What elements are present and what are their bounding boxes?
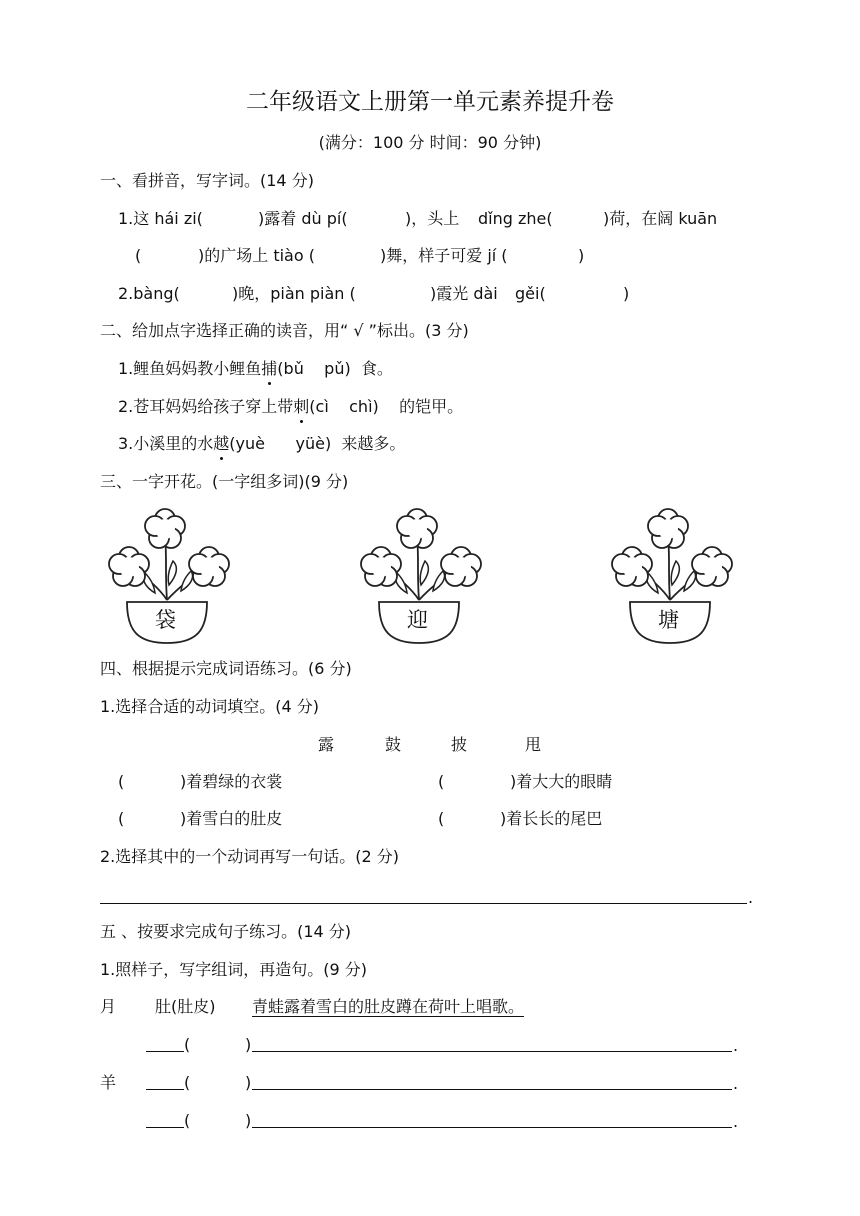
s1-line2-a: ( bbox=[135, 246, 142, 265]
answer-line bbox=[100, 903, 747, 904]
row3-period: . bbox=[733, 1112, 739, 1131]
s1-line1-c: )，头上 bbox=[405, 209, 460, 228]
s1-line3-d: gěi( bbox=[515, 284, 546, 303]
row2-close: ) bbox=[245, 1073, 252, 1092]
s2-question-1 bbox=[118, 359, 393, 379]
row1-char-blank bbox=[146, 1051, 184, 1052]
word-bank-2: 鼓 bbox=[385, 735, 402, 754]
section-3-heading: 三、一字开花。(一字组多词)(9 分) bbox=[100, 472, 349, 491]
s1-line1-a: 1.这 hái zi( bbox=[118, 209, 203, 228]
char-2: 羊 bbox=[100, 1073, 117, 1092]
row3-close: ) bbox=[245, 1111, 252, 1130]
s1-line1-b: )露着 dù pí( bbox=[258, 209, 348, 228]
flower-pot-illustrations bbox=[0, 505, 860, 655]
example-sentence: 青蛙露着雪白的肚皮蹲在荷叶上唱歌。 bbox=[252, 997, 525, 1016]
fill-2-open: ( bbox=[438, 772, 445, 791]
row3-char-blank bbox=[146, 1127, 184, 1128]
row1-sentence-blank bbox=[252, 1051, 732, 1052]
word-bank-3: 披 bbox=[451, 735, 468, 754]
row1-period: . bbox=[733, 1036, 739, 1055]
pot-character-3: 塘 bbox=[658, 608, 679, 632]
s1-line3-a: 2.bàng( bbox=[118, 284, 180, 303]
row3-sentence-blank bbox=[252, 1127, 732, 1128]
fill-3-text: )着雪白的肚皮 bbox=[180, 809, 283, 828]
word-bank-1: 露 bbox=[318, 735, 335, 754]
s2-question-2 bbox=[118, 397, 463, 417]
s1-line2-b: )的广场上 tiào ( bbox=[198, 246, 315, 265]
section-4-heading: 四、根据提示完成词语练习。(6 分) bbox=[100, 659, 352, 678]
row2-period: . bbox=[733, 1074, 739, 1093]
fill-2-text: )着大大的眼睛 bbox=[510, 772, 613, 791]
row2-char-blank bbox=[146, 1089, 184, 1090]
section-5-heading: 五 、按要求完成句子练习。(14 分) bbox=[100, 922, 352, 941]
page-subtitle: (满分：100 分 时间：90 分钟) bbox=[318, 133, 542, 152]
section-2-heading: 二、给加点字选择正确的读音，用“ √ ”标出。(3 分) bbox=[100, 321, 469, 340]
s1-line3-e: ) bbox=[623, 284, 630, 303]
s2-q2-dotted-char: 刺 bbox=[293, 397, 310, 416]
fill-3-open: ( bbox=[118, 809, 125, 828]
s2-q3-dotted-char: 越 bbox=[213, 434, 230, 453]
s2-q1-pre: 1.鲤鱼妈妈教小鲤鱼 bbox=[118, 359, 262, 378]
s1-line3-b: )晚，piàn piàn ( bbox=[232, 284, 356, 303]
example-word: 肚(肚皮) bbox=[155, 997, 216, 1016]
fill-1-text: )着碧绿的衣裳 bbox=[180, 772, 283, 791]
page-title: 二年级语文上册第一单元素养提升卷 bbox=[246, 89, 614, 115]
s5-sub1: 1.照样子，写字组词，再造句。(9 分) bbox=[100, 960, 368, 979]
s2-q3-post: (yuè yüè) 来越多。 bbox=[229, 434, 406, 453]
s2-q3-pre: 3.小溪里的水 bbox=[118, 434, 214, 453]
example-char: 月 bbox=[100, 997, 117, 1016]
row3-open: ( bbox=[184, 1111, 191, 1130]
s1-line2-c: )舞，样子可爱 jí ( bbox=[380, 246, 508, 265]
s4-sub2: 2.选择其中的一个动词再写一句话。(2 分) bbox=[100, 847, 400, 866]
pot-character-1: 袋 bbox=[155, 608, 176, 632]
s1-line1-d: dǐng zhe( bbox=[478, 209, 553, 228]
section-1-heading: 一、看拼音，写字词。(14 分) bbox=[100, 171, 314, 190]
s2-question-3 bbox=[118, 434, 405, 454]
pot-character-2: 迎 bbox=[407, 608, 428, 632]
row2-sentence-blank bbox=[252, 1089, 732, 1090]
s4-sub1: 1.选择合适的动词填空。(4 分) bbox=[100, 697, 320, 716]
fill-4-text: )着长长的尾巴 bbox=[500, 809, 603, 828]
s1-line2-d: ) bbox=[578, 246, 585, 265]
fill-1-open: ( bbox=[118, 772, 125, 791]
row1-close: ) bbox=[245, 1035, 252, 1054]
s2-q1-dotted-char: 捕 bbox=[261, 359, 278, 378]
s1-line3-c: )霞光 dài bbox=[430, 284, 498, 303]
row2-open: ( bbox=[184, 1073, 191, 1092]
s2-q1-post: (bǔ pǔ) 食。 bbox=[277, 359, 393, 378]
row1-open: ( bbox=[184, 1035, 191, 1054]
s2-q2-post: (cì chì) 的铠甲。 bbox=[309, 397, 464, 416]
answer-line-period: . bbox=[748, 888, 754, 907]
s2-q2-pre: 2.苍耳妈妈给孩子穿上带 bbox=[118, 397, 294, 416]
fill-4-open: ( bbox=[438, 809, 445, 828]
word-bank-4: 甩 bbox=[525, 735, 542, 754]
s1-line1-e: )荷，在阔 kuān bbox=[603, 209, 718, 228]
